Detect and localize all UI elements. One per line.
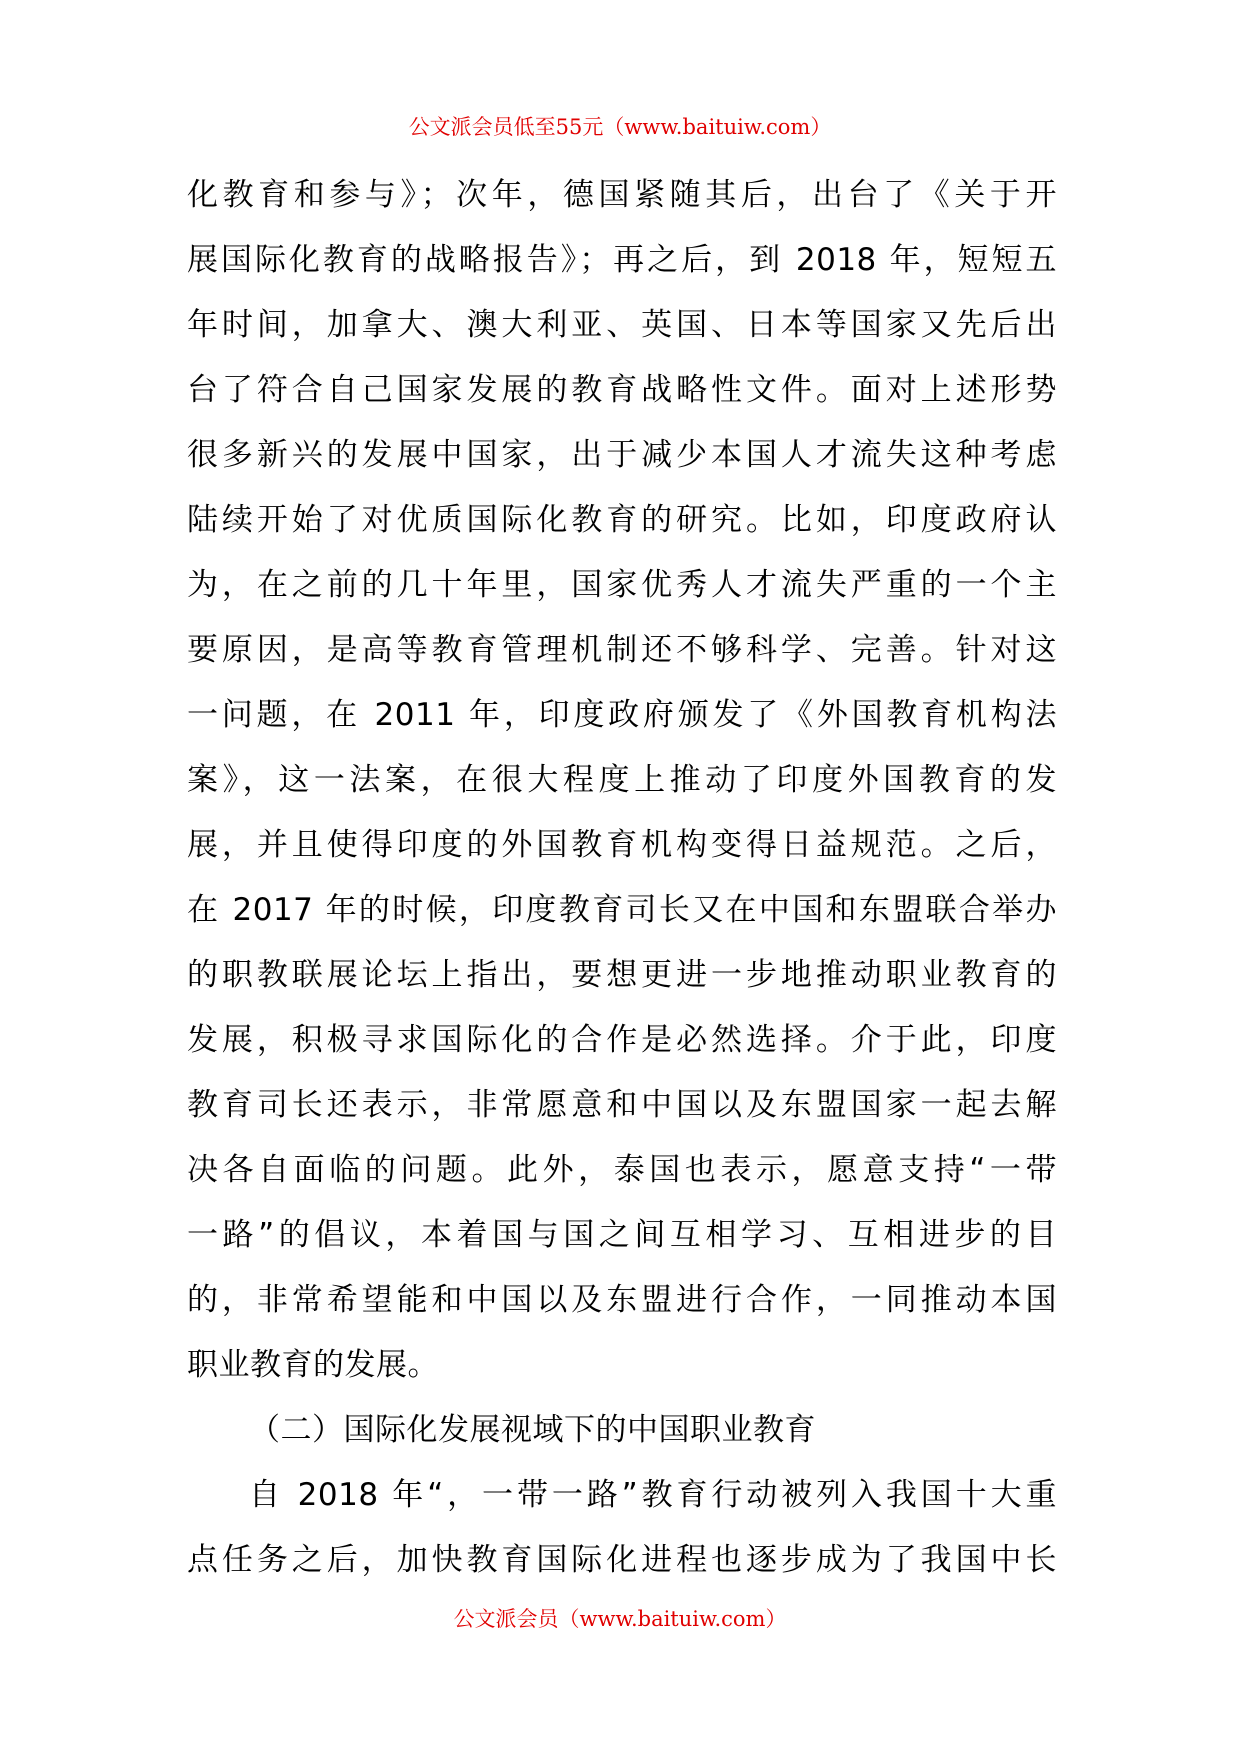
body-line: 在 2017 年的时候，印度教育司长又在中国和东盟联合举办 <box>187 892 1057 928</box>
body-line: 要原因，是高等教育管理机制还不够科学、完善。针对这 <box>187 632 1057 668</box>
body-line: 教育司长还表示，非常愿意和中国以及东盟国家一起去解 <box>187 1087 1057 1123</box>
section-heading: （二）国际化发展视域下的中国职业教育 <box>249 1412 816 1448</box>
body-line: 的职教联展论坛上指出，要想更进一步地推动职业教育的 <box>187 957 1057 993</box>
body-line: 点任务之后，加快教育国际化进程也逐步成为了我国中长 <box>187 1542 1057 1578</box>
body-line: 自 2018 年“，一带一路”教育行动被列入我国十大重 <box>249 1477 1057 1513</box>
body-line: 职业教育的发展。 <box>187 1347 439 1383</box>
body-line: 很多新兴的发展中国家，出于减少本国人才流失这种考虑 <box>187 437 1057 473</box>
page-header-ad: 公文派会员低至55元（www.baituiw.com） <box>408 115 832 139</box>
body-line: 台了符合自己国家发展的教育战略性文件。面对上述形势 <box>187 372 1057 408</box>
body-line: 化教育和参与》；次年，德国紧随其后，出台了《关于开 <box>187 177 1057 213</box>
body-line: 展，并且使得印度的外国教育机构变得日益规范。之后， <box>187 827 1057 863</box>
body-line: 一问题，在 2011 年，印度政府颁发了《外国教育机构法 <box>187 697 1057 733</box>
body-line: 年时间，加拿大、澳大利亚、英国、日本等国家又先后出 <box>187 307 1057 343</box>
body-line: 陆续开始了对优质国际化教育的研究。比如，印度政府认 <box>187 502 1057 538</box>
body-line: 展国际化教育的战略报告》；再之后，到 2018 年，短短五 <box>187 242 1057 278</box>
document-body <box>187 163 1057 1593</box>
body-line: 为，在之前的几十年里，国家优秀人才流失严重的一个主 <box>187 567 1057 603</box>
page-footer-ad: 公文派会员（www.baituiw.com） <box>453 1607 787 1631</box>
body-line: 决各自面临的问题。此外，泰国也表示，愿意支持“一带 <box>187 1152 1057 1188</box>
body-line: 发展，积极寻求国际化的合作是必然选择。介于此，印度 <box>187 1022 1057 1058</box>
body-line: 的，非常希望能和中国以及东盟进行合作，一同推动本国 <box>187 1282 1057 1318</box>
body-line: 一路”的倡议，本着国与国之间互相学习、互相进步的目 <box>187 1217 1057 1253</box>
body-line: 案》，这一法案，在很大程度上推动了印度外国教育的发 <box>187 762 1057 798</box>
